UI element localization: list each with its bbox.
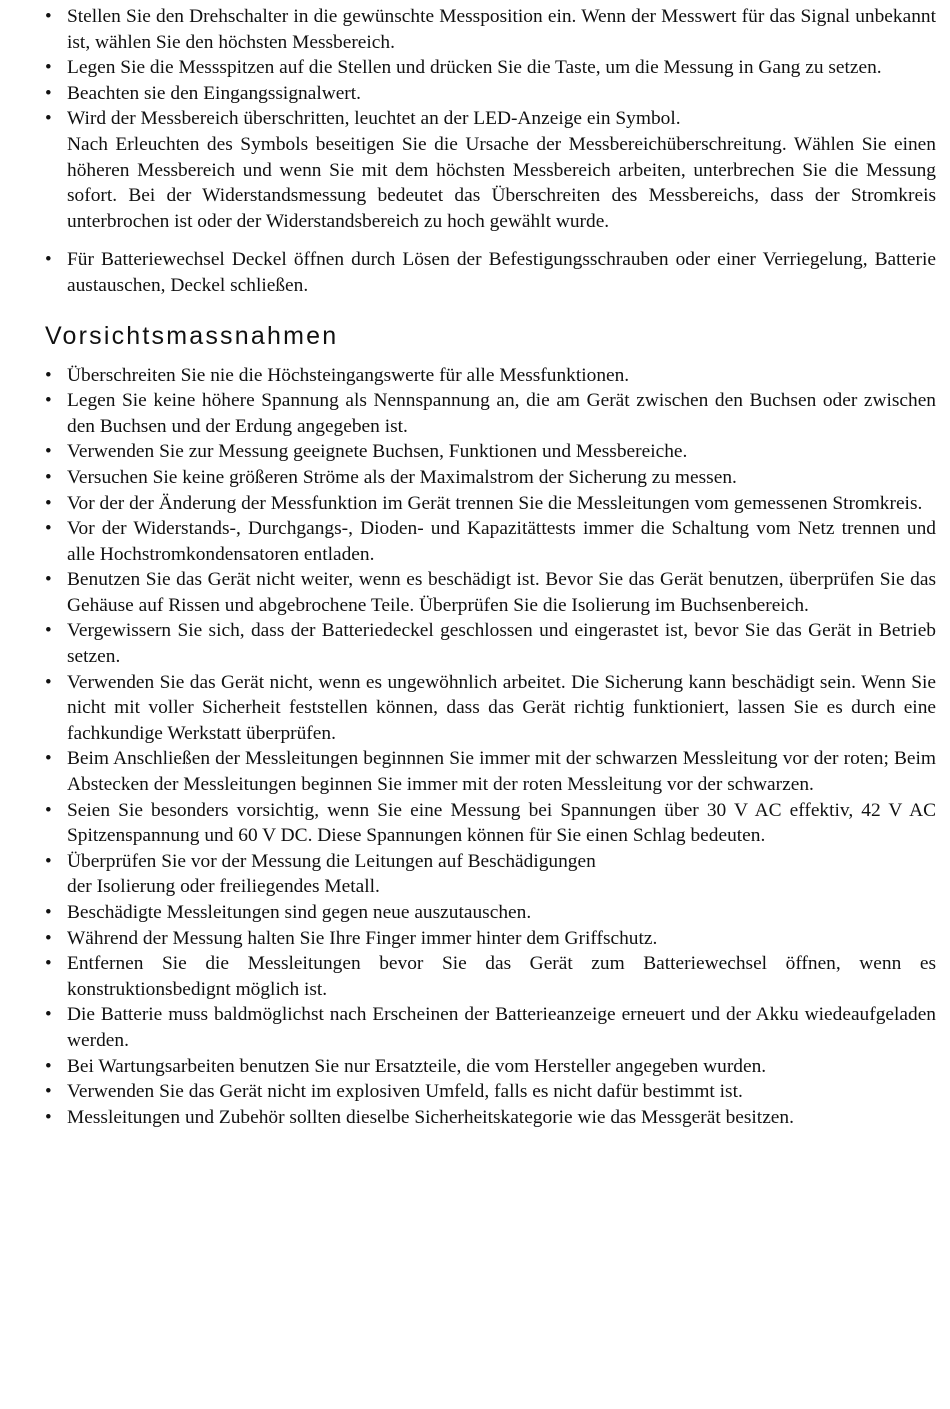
list-item: • Legen Sie die Messspitzen auf die Stellen und drücken Sie die Taste, um die Messung in Gang zu setzen.: [45, 55, 936, 81]
list-item: • Benutzen Sie das Gerät nicht weiter, wenn es beschädigt ist. Bevor Sie das Gerät benutzen, überprüfen Sie das Gehäuse auf Rissen und abgebrochene Teile. Überprüfen Sie die Isolierung im Buchsenbereich.: [45, 567, 936, 618]
list-item: • Für Batteriewechsel Deckel öffnen durch Lösen der Befestigungsschrauben oder einer Verriegelung, Batterie austauschen, Deckel schließen.: [45, 247, 936, 298]
list-item: • Überschreiten Sie nie die Höchsteingangswerte für alle Messfunktionen.: [45, 363, 936, 389]
list-item: • Vor der Widerstands-, Durchgangs-, Dioden- und Kapazitättests immer die Schaltung vom Netz trennen und alle Hochstromkondensatoren entladen.: [45, 516, 936, 567]
list-item: • Entfernen Sie die Messleitungen bevor Sie das Gerät zum Batteriewechsel öffnen, wenn es konstruktionsbedignt möglich ist.: [45, 951, 936, 1002]
list-item: • Verwenden Sie das Gerät nicht, wenn es ungewöhnlich arbeitet. Die Sicherung kann beschädigt sein. Wenn Sie nicht mit voller Sicherheit feststellen können, dass das Gerät richtig funktioniert, lassen Sie es durch eine fachkundige Werkstatt überprüfen.: [45, 670, 936, 747]
list-item: [45, 849, 936, 900]
list-item: • Messleitungen und Zubehör sollten dieselbe Sicherheitskategorie wie das Messgerät besitzen.: [45, 1105, 936, 1131]
list-item: [45, 106, 936, 234]
list-item: • Vergewissern Sie sich, dass der Batteriedeckel geschlossen und eingerastet ist, bevor Sie das Gerät in Betrieb setzen.: [45, 618, 936, 669]
list-item: • Verwenden Sie das Gerät nicht im explosiven Umfeld, falls es nicht dafür bestimmt ist.: [45, 1079, 936, 1105]
list-item: • Bei Wartungsarbeiten benutzen Sie nur Ersatzteile, die vom Hersteller angegeben wurden.: [45, 1054, 936, 1080]
list-item-line: • Überprüfen Sie vor der Messung die Leitungen auf Beschädigungen: [67, 850, 596, 872]
document-page: [45, 4, 936, 1130]
list-item: • Verwenden Sie zur Messung geeignete Buchsen, Funktionen und Messbereiche.: [45, 439, 936, 465]
list-item: • Vor der der Änderung der Messfunktion im Gerät trennen Sie die Messleitungen vom gemessenen Stromkreis.: [45, 491, 936, 517]
list-item: • Legen Sie keine höhere Spannung als Nennspannung an, die am Gerät zwischen den Buchsen oder zwischen den Buchsen und der Erdung angegeben ist.: [45, 388, 936, 439]
list-item-line: der Isolierung oder freiliegendes Metall.: [67, 876, 380, 898]
list-item: • Die Batterie muss baldmöglichst nach Erscheinen der Batterieanzeige erneuert und der Akku wiedeaufgeladen werden.: [45, 1002, 936, 1053]
list-item: • Stellen Sie den Drehschalter in die gewünschte Messposition ein. Wenn der Messwert für das Signal unbekannt ist, wählen Sie den höchsten Messbereich.: [45, 4, 936, 55]
intro-list: [45, 4, 936, 299]
list-item: • Beschädigte Messleitungen sind gegen neue auszutauschen.: [45, 900, 936, 926]
list-item: • Während der Messung halten Sie Ihre Finger immer hinter dem Griffschutz.: [45, 926, 936, 952]
list-item: • Beim Anschließen der Messleitungen beginnnen Sie immer mit der schwarzen Messleitung vor der roten; Beim Abstecken der Messleitungen beginnen Sie immer mit der roten Messleitung vor der schwarzen.: [45, 746, 936, 797]
precautions-list: [45, 363, 936, 1131]
list-item: • Seien Sie besonders vorsichtig, wenn Sie eine Messung bei Spannungen über 30 V AC effektiv, 42 V AC Spitzenspannung und 60 V DC. Diese Spannungen können für Sie einen Schlag bedeuten.: [45, 798, 936, 849]
list-item-line: Nach Erleuchten des Symbols beseitigen Sie die Ursache der Messbereichüberschreitung. Wählen Sie einen höheren Messbereich und wenn Sie mit dem höchsten Messbereich arbeiten, unterbrechen Sie die Messung sofort. Bei der Widerstandsmessung bedeutet das Überschreiten des Messbereichs, dass der Stromkreis unterbrochen ist oder der Widerstandsbereich zu hoch gewählt wurde.: [67, 133, 936, 232]
list-item: • Beachten sie den Eingangssignalwert.: [45, 81, 936, 107]
list-item: • Versuchen Sie keine größeren Ströme als der Maximalstrom der Sicherung zu messen.: [45, 465, 936, 491]
list-item-line: • Wird der Messbereich überschritten, leuchtet an der LED-Anzeige ein Symbol.: [67, 108, 681, 130]
section-heading: Vorsichtsmassnahmen: [45, 321, 339, 350]
